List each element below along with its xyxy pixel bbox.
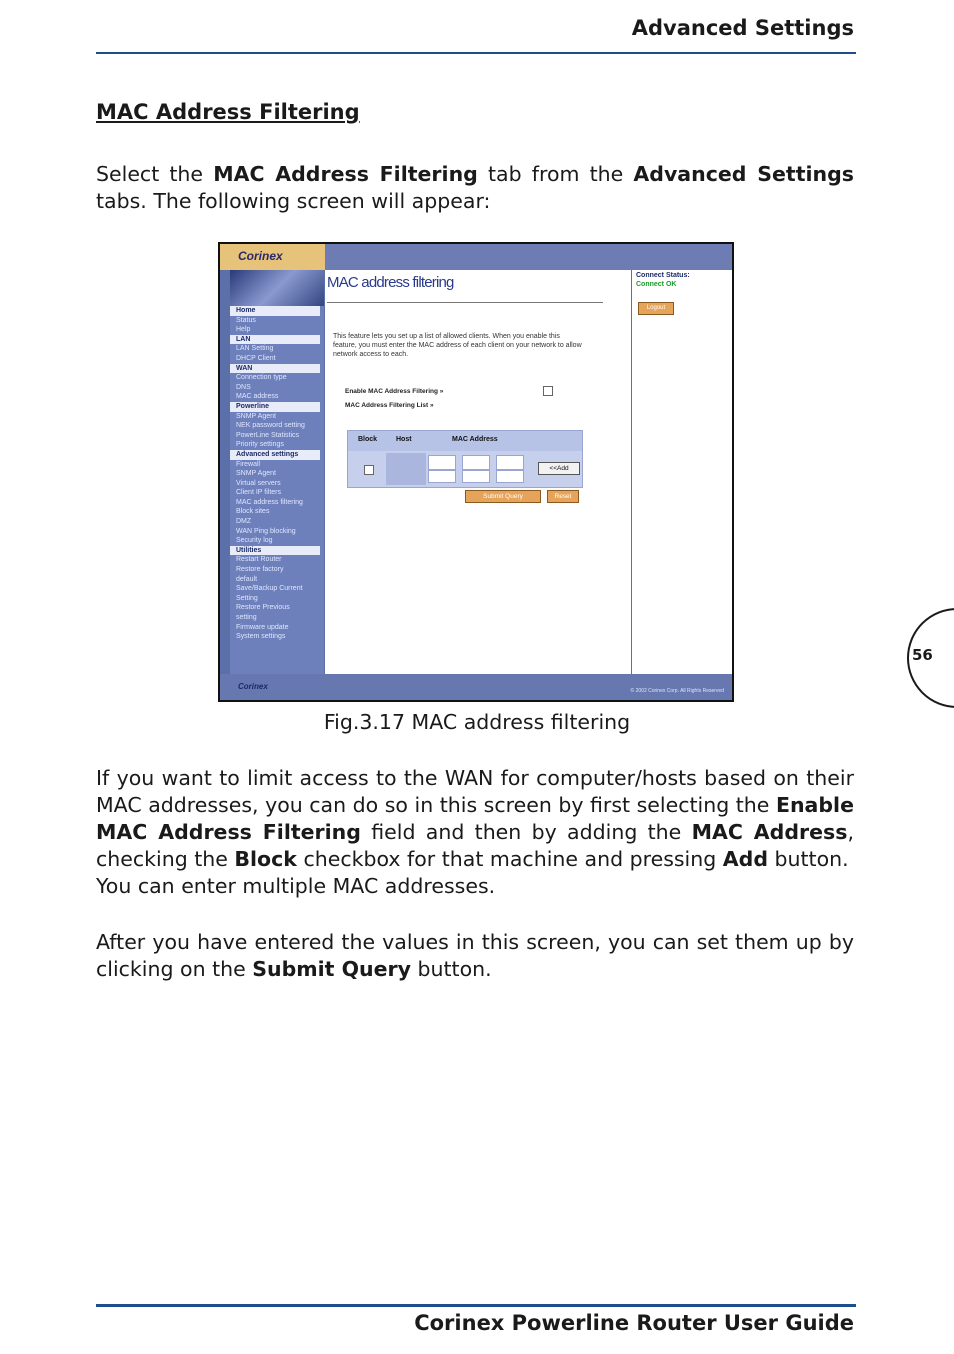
figure-screenshot — [218, 242, 734, 702]
mac-filtering-list-label: MAC Address Filtering List » — [345, 402, 434, 409]
col-header-block: Block — [358, 436, 378, 443]
footer-divider — [96, 1304, 856, 1307]
mac-filter-table — [347, 430, 583, 488]
menu-item[interactable]: Client IP filters — [236, 489, 281, 497]
menu-section-header: Home — [230, 306, 320, 316]
menu-item[interactable]: MAC address — [236, 393, 279, 401]
menu-item[interactable]: LAN Setting — [236, 345, 274, 353]
menu-section-header: Utilities — [230, 546, 320, 556]
menu-item[interactable]: Firewall — [236, 460, 261, 468]
menu-item[interactable]: Security log — [236, 537, 273, 545]
mac-octet-input[interactable] — [496, 470, 524, 483]
add-button[interactable]: <<Add — [538, 462, 580, 475]
menu-item[interactable]: setting — [236, 614, 257, 621]
ui-sidebar-menu — [230, 306, 324, 674]
section-title: MAC Address Filtering — [96, 100, 360, 124]
figure-caption: Fig.3.17 MAC address filtering — [323, 710, 631, 734]
menu-item[interactable]: DMZ — [236, 518, 252, 526]
menu-item[interactable]: Virtual servers — [236, 479, 281, 487]
menu-item[interactable]: DHCP Client — [236, 354, 276, 362]
menu-item[interactable]: Help — [236, 326, 251, 334]
ui-page-title: MAC address filtering — [327, 274, 454, 291]
intro-paragraph: Select the MAC Address Filtering tab from the Advanced Settings tabs. The following screen will appear: — [96, 162, 854, 213]
block-checkbox[interactable] — [364, 465, 374, 475]
enable-mac-filtering-label: Enable MAC Address Filtering » — [345, 388, 444, 395]
brand-logo: Corinex — [238, 249, 283, 263]
menu-item[interactable]: Priority settings — [236, 441, 284, 449]
host-cell — [386, 453, 426, 485]
reset-button[interactable]: Reset — [547, 490, 579, 503]
logout-button[interactable]: Logout — [638, 302, 674, 315]
ui-main-panel — [325, 270, 631, 674]
menu-item[interactable]: PowerLine Statistics — [236, 431, 300, 439]
menu-item[interactable]: System settings — [236, 633, 286, 641]
menu-item[interactable]: SNMP Agent — [236, 412, 276, 420]
enable-mac-filtering-checkbox[interactable] — [543, 386, 553, 396]
menu-item[interactable]: Block sites — [236, 508, 270, 516]
menu-item[interactable]: Restore factory — [236, 566, 284, 574]
body-paragraph-1: If you want to limit access to the WAN for computer/hosts based on their MAC addresses, you can do so in this screen by first selecting the Enable MAC Address Filtering field and then by adding the MAC Address, checking the Block checkbox for that machine and pressing Add button. You can enter multiple MAC addresses. — [96, 766, 854, 898]
menu-item[interactable]: Setting — [236, 594, 258, 602]
mac-octet-input[interactable] — [462, 455, 490, 470]
header-divider — [96, 52, 856, 54]
menu-section-header: Powerline — [230, 402, 320, 412]
connect-status-label: Connect Status: — [636, 272, 690, 279]
menu-item[interactable]: Restart Router — [236, 556, 282, 564]
col-header-host: Host — [396, 436, 412, 443]
menu-item[interactable]: default — [236, 575, 258, 583]
menu-item[interactable]: DNS — [236, 383, 251, 391]
menu-section-header: WAN — [230, 364, 320, 374]
col-header-mac: MAC Address — [452, 436, 498, 443]
menu-item[interactable]: SNMP Agent — [236, 470, 276, 478]
mac-octet-input[interactable] — [496, 455, 524, 470]
ui-top-bar — [220, 244, 732, 270]
mac-octet-input[interactable] — [428, 470, 456, 483]
menu-item[interactable]: MAC address filtering — [236, 498, 303, 506]
menu-section-header: Advanced settings — [230, 450, 320, 460]
ui-status-panel — [632, 270, 732, 674]
menu-item[interactable]: Save/Backup Current — [236, 585, 303, 593]
menu-item[interactable]: Status — [236, 316, 256, 324]
ui-description: This feature lets you set up a list of allowed clients. When you enable this feature, you must enter the MAC address of each client on your network to allow network access to each. — [333, 333, 582, 358]
copyright-text: © 2002 Corinex Corp. All Rights Reserved — [630, 688, 724, 694]
submit-query-button[interactable]: Submit Query — [465, 490, 541, 503]
ui-footer-bar — [220, 674, 732, 700]
mac-octet-input[interactable] — [462, 470, 490, 483]
footer-brand-logo: Corinex — [238, 682, 268, 691]
header-title: Advanced Settings — [631, 16, 854, 40]
menu-item[interactable]: NEK password setting — [236, 422, 305, 430]
page-number: 56 — [912, 646, 933, 664]
menu-section-header: LAN — [230, 335, 320, 345]
menu-item[interactable]: Restore Previous — [236, 604, 290, 612]
connect-status-value: Connect OK — [636, 281, 677, 288]
menu-item[interactable]: Firmware update — [236, 623, 289, 631]
header-photo — [230, 270, 324, 306]
footer-title: Corinex Powerline Router User Guide — [414, 1311, 854, 1335]
body-paragraph-2: After you have entered the values in this screen, you can set them up by clicking on the Submit Query button. — [96, 930, 854, 981]
menu-item[interactable]: Connection type — [236, 374, 287, 382]
menu-item[interactable]: WAN Ping blocking — [236, 527, 296, 535]
mac-octet-input[interactable] — [428, 455, 456, 470]
